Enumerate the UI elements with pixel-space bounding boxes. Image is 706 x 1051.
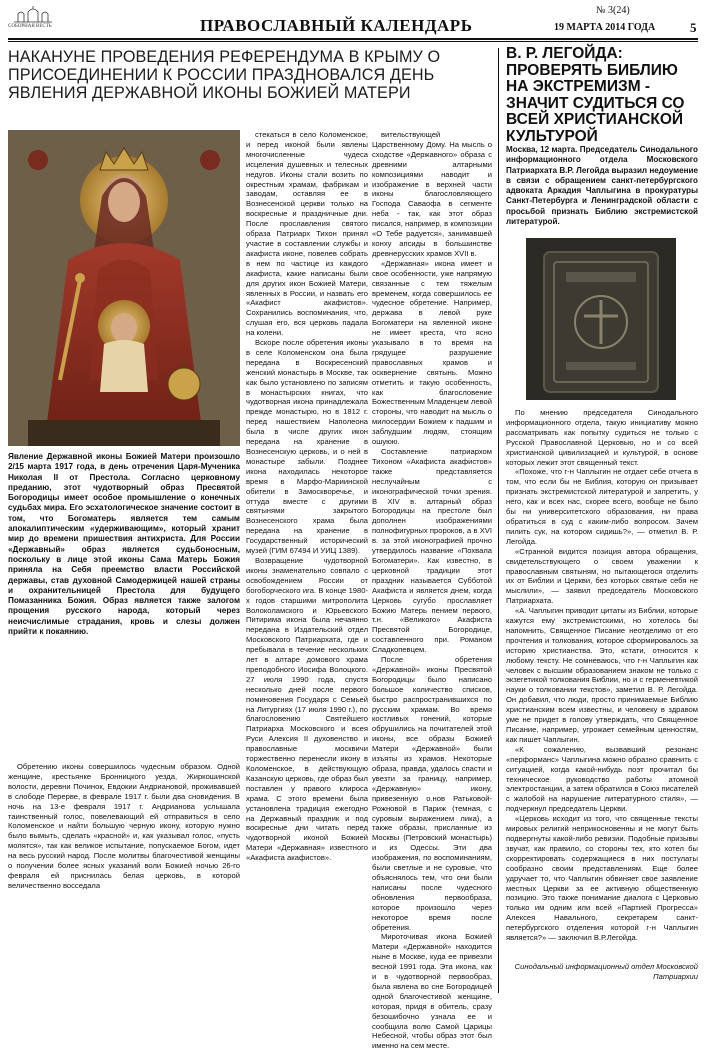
article-lead: Явление Державной иконы Божией Матери произошло 2/15 марта 1917 года, в день отречения Царя-Мученика Николая II от Престола. Согласно церковному преданию, этот чудотворный образ Пресвятой Богородицы имеет особое промышление о конечных судьбах мира. Его эсхатологическое значение состоит в том, что Богоматерь является тем самым апокалиптическим «удерживающим», который хранит мир до времени пришествия антихриста. Для России «Державный» образ является судьбоносным, поскольку в лице этой иконы Сама Матерь Божия приняла на Себя преемство власти Российской державы, став духовной Самодержицей нашей страны и охранительницей Престола для будущего Помазанника Божия. Образ является также залогом прощения русского народа, который через неисчислимые страдания, кровь и слезы должен прийти к покаянию. [8, 452, 240, 637]
paragraph: «Церковь исходит из того, что священные тексты мировых религий неприкосновенны и не могут быть подвергнуты какой-либо ревизии. Подобные призывы звучат, как правило, со стороны тех, кто хотел бы скорректировать содержащиеся в них постулаты сообразно своим представлениям. Еще более удручает то, что Чаплыгин обвиняет свое заявление местных Церкви за ее активную общественную позицию. Это также понимание диалога с Церковью только им одним или всей «Партией Прогресса» Алексея Навального, секретарем санкт-петербургского отделения которой г-н Чаплыгин является?» — заключил В.Р.Легойда. [506, 814, 698, 943]
column-divider [498, 48, 499, 993]
issue-date: 19 МАРТА 2014 ГОДА [554, 22, 656, 33]
sidebar-signature: Синодальный информационный отдел Московской Патриархии [514, 962, 698, 981]
derzhavnaya-icon-image [8, 130, 240, 446]
paragraph: стекаться в село Коломенское, и перед иконой были явлены многочисленные чудеса исцеления душевных и телесных недугов. Иконы стали возить по окрестным храмам, фабрикам и заводам, оставляя ее в Вознесенской церкви только на воскресные и праздничные дни. После прославления святого образа Патриарх Тихон принял участие в составлении службы и акафиста иконе, повелев собрать в нем по частице из каждого акафиста, какие написаны были для других икон Божией Матери, явленных в России, и назвать его «Акафист акафистов». Сохранились воспоминания, что, слушая его, вся церковь падала на колени. [246, 130, 368, 338]
paragraph: Возвращение чудотворной иконы знаменательно совпало с освобождением России от богоборческого ига. В конце 1980-х годов старшими митрополита Волоколамского и Юрьевского Питирима икона была нечаянно передана в Издательский отдел Московского Патриархата, где и пребывала в течение нескольких лет в алтаре домового храма преподобного Иосифа Волоцкого. 27 июля 1990 года, спустя несколько дней после первого поминовения Государя с Семьей на Литургиях (17 июля 1990 г.), по благословению Святейшего Патриарха Московского и всея Руси Алексия II духовенство и православные москвичи торжественно перенесли икону в Коломенское, в действующую Казанскую церковь, где образ был поставлен у правого клироса храма. С этого времени была установлена традиция ежегодно на Державный праздник и под воскресные дни читать перед чудотворной иконой Божией Матери «Державная» известного «Акафиста акафистов». [246, 555, 368, 863]
article-column-2 [246, 130, 368, 863]
paragraph: «А. Чаплыгин приводит цитаты из Библии, которые кажутся ему экстремистскими, но хотелось бы напомнить, Священное Писание неотделимо от его прочтения и толкования, которое сформировалось за историю христианства. Это, кстати, относится к любому тексту. Не сомневаюсь, что г-н Чаплыгин как человек с высшим образованием знаком не только с экзегетикой толкования Библии, но и с герменевтикой науки о толковании текстов», заметил В. Р. Легойда. Он добавил, что люди, просто принимаемые Библию христианским всем известны, и человеку в здравом уме не придет в голову утверждать, что Священное Писание, например, угрожает семейным ценностям, как пишет Чаплыгин. [506, 606, 698, 744]
page-number: 5 [690, 20, 697, 35]
sidebar-lead: Москва, 12 марта. Председатель Синодального информационного отдела Московского Патриархата В.Р. Легойда выразил недоумение в связи с обращением санкт-петербургского адвоката Аркадия Чаплыгина в прокуратуры Санкт-Петербурга и Ленинградской области с просьбой признать Библию экстремистской литературой. [506, 145, 698, 227]
paragraph: После обретения «Державной» иконы Пресвятой Богородицы было написано большое количество списков, быстро распространившихся по русским храмам. Во время костливых гонений, которые обрушились на почитателей этой иконы, все образы Божией Матери «Державной» были изъяты из храмов. Некоторые образа, правда, удалось спасти и увезти за границу, например, «Державную» икону, привезенную о.нов Ратьковой-Рожновой в Париж (темная, с суровым выражением лика), а также образы, присланные из Москвы (Петровский монастырь) и из Одессы. Эти два изображения, по воспоминаниям, были светлые и не суровые, что объяснялось тем, что они были написаны после чудесного обновления первообраза, которое произошло через некоторое время после обретения. [372, 655, 492, 932]
paragraph: «Державная» икона имеет и свое особенности, уже напрямую связанные с тем тяжелым временем, когда совершилось ее чудесное обретение. Например, держава в левой руке Богоматери на явленной иконе не имеет креста, что ясно указывало в то время на грядущее разрушение православных храмов и осквернение святынь. Можно отметить и такую особенность, как благословение Божественным Младенцем левой стороны, что наводит на мысль о милосердии Божием к падшим и заблудшим людям, стоящим ошуюю. [372, 258, 492, 447]
bible-book-image [526, 238, 676, 400]
paragraph: «К сожалению, вызвавший резонанс «перформанс» Чаплыгина можно образно сравнить с ситуацией, когда какой-нибудь поэт прочитал бы техническое руководство работы атомной электростанции, а затем обратился в Союз писателей с жалобой на нарушение литературного стиля», — подчеркнул председатель Церкви. [506, 744, 698, 814]
article-column-4 [372, 130, 492, 1051]
paragraph: Обретению иконы совершилось чудесным образом. Одной женщине, крестьянке Бронницкого уезда, Жиркошинской волости, деревни Починок, Евдокии Андриановой, проживавшей в слободе Перерве, в феврале 1917 г. были два сновидения. В ночь на 13-е февраля 1917 г. Андриановa услышала таинственный голос, повелевающий ей отправиться в село Коломенское и найти большую черную икону, которую нужно было вымыть, сделать «красной» и, как указывал голос, «пусть молятся», так как великое испытание, попускаемое Богом, идет на весь русский народ. После молитвы благочестивой женщины о получении более ясных указаний воли Божией ночью 26-го февраля ей приснилась белая церковь, в которой величественно восседала [8, 762, 240, 890]
page-header [0, 0, 706, 40]
issue-number: № 3(24) [596, 5, 630, 16]
header-rule-thin [8, 41, 698, 42]
sidebar-headline: В. Р. ЛЕГОЙДА: ПРОВЕРЯТЬ БИБЛИЮ НА ЭКСТРЕМИЗМ - ЗНАЧИТ СУДИТЬСЯ СО ВСЕЙ ХРИСТИАНСКОЙ КУЛЬТУРОЙ [506, 45, 685, 145]
paragraph: По мнению председателя Синодального информационного отдела, такую инициативу можно рассматривать как попытку судиться не только с Русской Православной Церковью, но и со всей христианской цивилизацией и культурой, в основе которых лежит этот священный текст. [506, 408, 698, 467]
paragraph: Мироточивая икона Божией Матери «Державной» находится ныне в Москве, куда ее привезли весной 1991 года. Эта икона, как и в чудотворной первообраз, была явлена во сне Богородицей одной благочестивой женщине, которая, придя в обитель, сразу безошибочно узнала ее и сообщила волю Самой Царицы Небесной, чтобы образ этот был именно на сем месте. [372, 932, 492, 1051]
paragraph: «Похоже, что г-н Чаплыгин не отдает себе отчета в том, что если бы не Библия, которую он призывает признать экстремистской литературой и запретить, у него, как и всех нас, скорее всего, вообще не было бы ни университетского образования, ни права обратиться в суд с каким-либо вопросом. Зачем пилить сук, на котором сидишь?», — отметил В. Р. Легойда. [506, 467, 698, 546]
article-headline: НАКАНУНЕ ПРОВЕДЕНИЯ РЕФЕРЕНДУМА В КРЫМУ О ПРИСОЕДИНЕНИИ К РОССИИ ПРАЗДНОВАЛСЯ ДЕНЬ ЯВЛЕНИЯ ДЕРЖАВНОЙ ИКОНЫ БОЖИЕЙ МАТЕРИ [8, 48, 441, 102]
logo-text: СОБОРНАЯ ВЕСТЬ [8, 24, 52, 29]
paragraph: Вскоре после обретения иконы в селе Коломенском она была передана в Воскресенский женский монастырь в Москве, так как было установлено по записям в монастырских книгах, что чудотворная икона принадлежала прежде монастырю, но в 1812 г. перед нашествием Наполеона была в числе других икон передана на хранение в Вознесенскую церковь, и о ней в монастыре забыли. Позднее икона находилась некоторое время в Марфо-Мариинской обители в Замоскворечье, и оттуда вместе с другими святынями закрытого Вознесенского храма была передана на хранение в Государственный исторический музей (ГИМ 67494 И УИЦ 1389). [246, 338, 368, 556]
article-column-1 [8, 762, 240, 891]
sidebar-body [506, 408, 698, 943]
paragraph: Составление патриархом Тихоном «Акафиста акафистов» также представляется неслучайным с иконографической точки зрения. В XIV в. алтарный образ Богородицы на престоле был дополнен изображениями полнофигурных пророков, а в XVI в. за этой иконографией прочно утвердилось название «Похвала Богоматери». Как известно, в церковной традиции этот праздник называется Субботой Акафиста и является днем, когда Церковь сугубо прославляет Божию Матерь пением первого, т.н. «Великого» Акафиста Пресвятой Богородице, составленного при. Романом Сладкопевцем. [372, 447, 492, 655]
paragraph: вительствующей Царственному Дому. На мысль о сходстве «Державного» образа с древними алтарными композициями наводит и изображение в верхней части иконы благословляющего Господа Саваофа в сегменте неба - так, как этот образ писался, например, в композиции «О Тебе радуется», занимавшей конху апсиды в большинстве древнерусских храмов XVII в. [372, 130, 492, 258]
section-title: ПРАВОСЛАВНЫЙ КАЛЕНДАРЬ [200, 16, 473, 35]
header-rule [8, 38, 698, 40]
paragraph: «Странной видится позиция автора обращения, свидетельствующего о своем уважении к православным святыням, но пытающегося отделить их от Библии и Церкви, без которых святые себя не мыслили», — заявил председатель Московского Патриархата. [506, 546, 698, 606]
